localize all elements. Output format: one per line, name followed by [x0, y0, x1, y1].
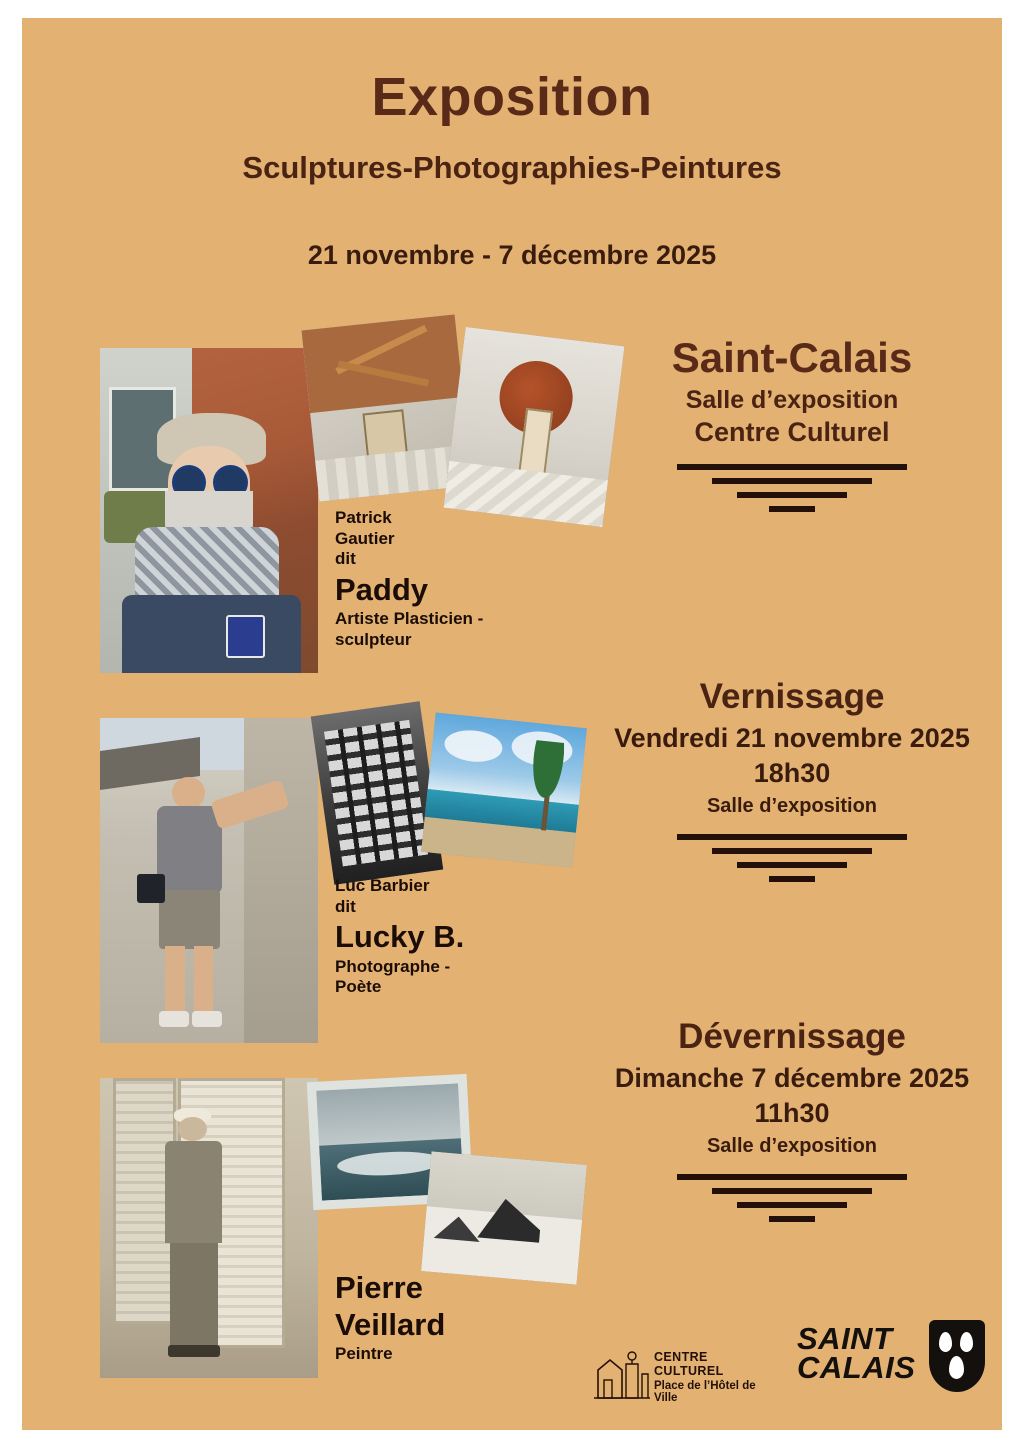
artist-last-name: Veillard	[335, 1307, 446, 1343]
event-time: 11h30	[754, 1097, 830, 1128]
artist-first-name: Pierre	[335, 1270, 423, 1305]
artist-role-line2: sculpteur	[335, 630, 412, 650]
artist-last-name: Gautier	[335, 528, 395, 548]
shield-icon	[929, 1320, 985, 1392]
page-subtitle: Sculptures-Photographies-Peintures	[242, 150, 782, 185]
artwork-photo-blackwhite-house	[311, 701, 444, 885]
artist-role-line2: Poète	[335, 977, 382, 997]
event-place: Salle d’exposition	[706, 1134, 878, 1157]
artwork-painting-snow	[421, 1151, 587, 1284]
artwork-photo-beach	[421, 712, 587, 867]
artist-role-line1: Artiste Plasticien -	[335, 609, 484, 629]
artist-first-name: Patrick	[335, 508, 392, 527]
event-place: Salle d’exposition	[706, 794, 878, 817]
artist-photo-lucky-b	[100, 718, 318, 1043]
city-logo-saint-calais	[797, 1318, 987, 1410]
venue-name: Saint-Calais	[671, 334, 913, 381]
event-date: Dimanche 7 décembre 2025	[614, 1062, 970, 1093]
city-logo-line1: SAINT	[797, 1321, 893, 1356]
artist-role-line1: Peintre	[335, 1344, 393, 1364]
venue-block	[582, 336, 1002, 520]
centre-culturel-name: CENTRE CULTUREL	[654, 1350, 724, 1378]
artist-photo-paddy	[100, 348, 318, 673]
city-logo-line2: CALAIS	[797, 1350, 916, 1386]
event-name: Vernissage	[699, 677, 885, 716]
exhibition-dates: 21 novembre - 7 décembre 2025	[307, 240, 717, 270]
event-block-vernissage	[582, 678, 1002, 890]
centre-culturel-address: Place de l’Hôtel de Ville	[654, 1380, 756, 1404]
poster-canvas	[22, 18, 1002, 1430]
artist-caption-pierre-veillard	[335, 1268, 575, 1365]
venue-building: Centre Culturel	[694, 417, 890, 448]
page-title: Exposition	[371, 67, 653, 127]
artist-name: Luc Barbier	[335, 876, 430, 895]
event-name: Dévernissage	[678, 1017, 906, 1056]
artist-caption-lucky-b	[335, 876, 565, 998]
artist-role-line1: Photographe -	[335, 956, 451, 976]
artist-alias-prefix: dit	[335, 896, 356, 916]
artist-caption-paddy	[335, 508, 565, 651]
decorative-separator	[677, 834, 907, 882]
decorative-separator	[677, 1174, 907, 1222]
centre-culturel-logo	[592, 1336, 772, 1406]
decorative-separator	[677, 464, 907, 512]
building-icon	[592, 1340, 652, 1402]
artist-alias: Lucky B.	[335, 919, 465, 955]
artist-alias: Paddy	[335, 572, 429, 608]
event-block-devernissage	[582, 1018, 1002, 1230]
venue-room: Salle d’exposition	[685, 386, 899, 415]
artist-alias-prefix: dit	[335, 549, 356, 569]
event-date: Vendredi 21 novembre 2025	[614, 722, 970, 753]
artist-photo-pierre-veillard	[100, 1078, 318, 1378]
event-time: 18h30	[753, 757, 831, 788]
